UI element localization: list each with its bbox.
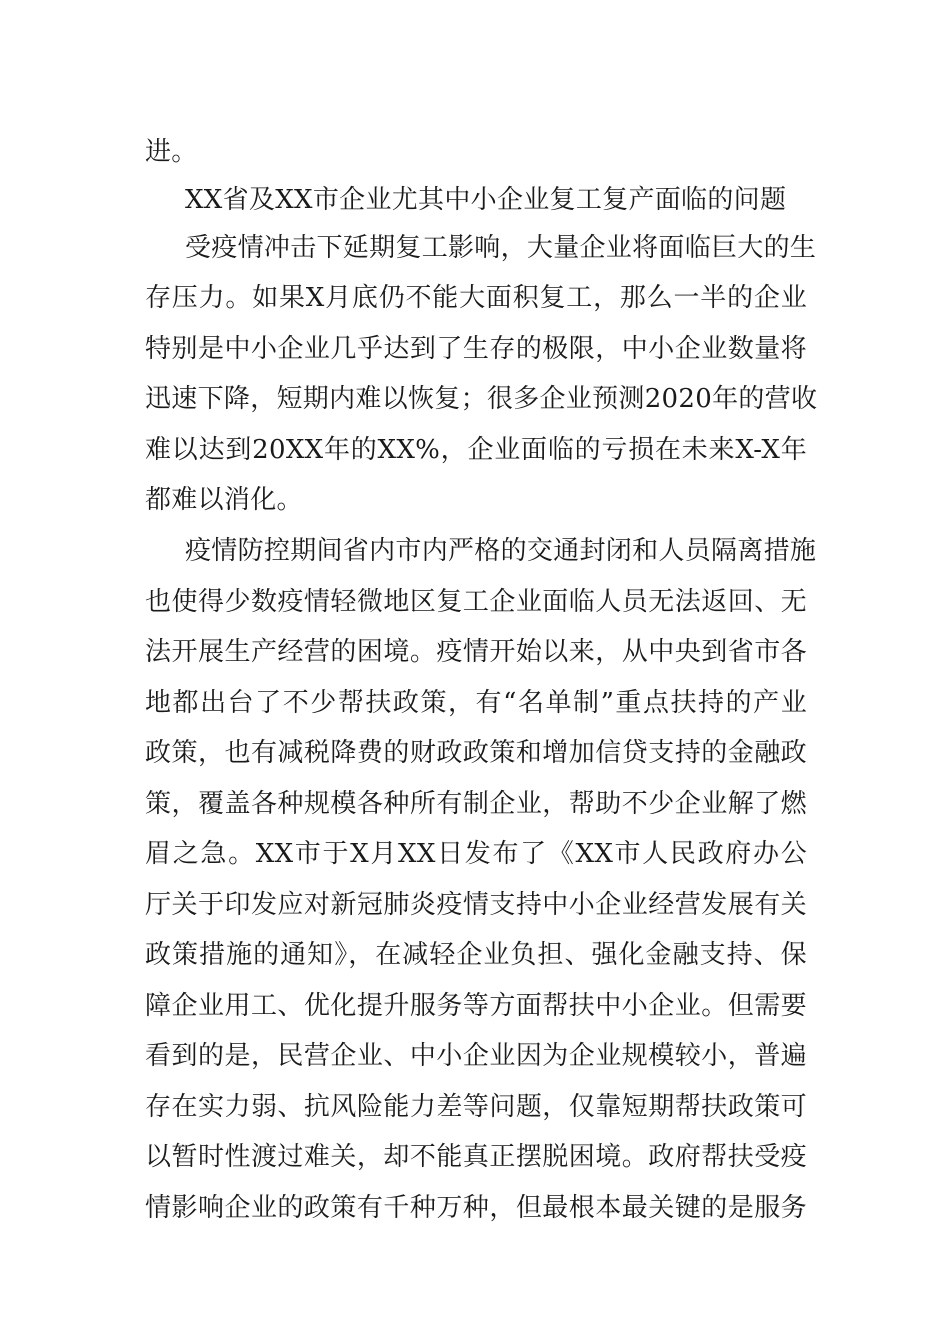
paragraph-line: 眉之急。XX市于X月XX日发布了《XX市人民政府办公 (145, 839, 807, 869)
paragraph-line: 存压力。如果X月底仍不能大面积复工，那么一半的企业 (145, 283, 807, 313)
paragraph-line: 也使得少数疫情轻微地区复工企业面临人员无法返回、无 (145, 587, 807, 617)
paragraph-line: 进。 (145, 137, 198, 167)
paragraph-line: 法开展生产经营的困境。疫情开始以来，从中央到省市各 (145, 637, 807, 667)
paragraph-line: 障企业用工、优化提升服务等方面帮扶中小企业。但需要 (145, 991, 807, 1021)
paragraph-line: 存在实力弱、抗风险能力差等问题，仅靠短期帮扶政策可 (145, 1092, 807, 1122)
paragraph-line: 难以达到20XX年的XX%，企业面临的亏损在未来X-X年 (145, 435, 807, 465)
section-heading: XX省及XX市企业尤其中小企业复工复产面临的问题 (185, 185, 787, 215)
paragraph-line: 特别是中小企业几乎达到了生存的极限，中小企业数量将 (145, 334, 807, 364)
paragraph-line: 地都出台了不少帮扶政策，有“名单制”重点扶持的产业 (145, 688, 807, 718)
paragraph-line: 以暂时性渡过难关，却不能真正摆脱困境。政府帮扶受疫 (145, 1142, 807, 1172)
paragraph-line: 疫情防控期间省内市内严格的交通封闭和人员隔离措施 (185, 536, 817, 566)
paragraph-line: 受疫情冲击下延期复工影响，大量企业将面临巨大的生 (185, 233, 817, 263)
paragraph-line: 厅关于印发应对新冠肺炎疫情支持中小企业经营发展有关 (145, 890, 807, 920)
paragraph-line: 政策，也有减税降费的财政政策和增加信贷支持的金融政 (145, 738, 807, 768)
paragraph-line: 政策措施的通知》，在减轻企业负担、强化金融支持、保 (145, 940, 807, 970)
paragraph-line: 策，覆盖各种规模各种所有制企业，帮助不少企业解了燃 (145, 789, 807, 819)
paragraph-line: 情影响企业的政策有千种万种，但最根本最关键的是服务 (145, 1193, 807, 1223)
paragraph-line: 看到的是，民营企业、中小企业因为企业规模较小，普遍 (145, 1041, 807, 1071)
paragraph-line: 都难以消化。 (145, 485, 303, 515)
paragraph-line: 迅速下降，短期内难以恢复；很多企业预测2020年的营收 (145, 384, 818, 414)
